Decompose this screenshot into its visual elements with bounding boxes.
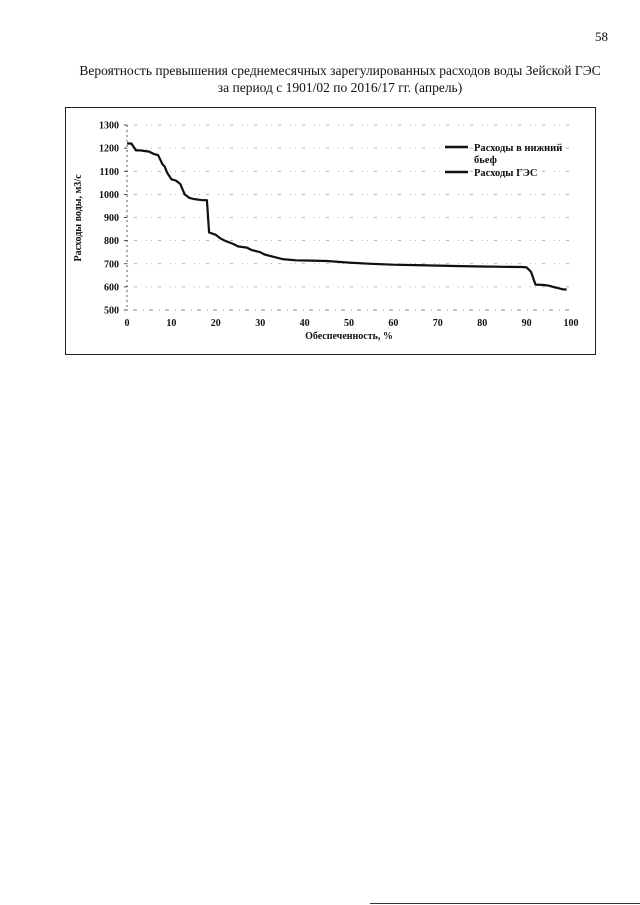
x-tick-label: 10 — [166, 318, 177, 329]
y-axis-label: Расходы воды, м3/с — [73, 174, 84, 262]
y-tick-label: 700 — [104, 259, 119, 271]
y-tick-label: 800 — [104, 236, 119, 248]
chart-title-line1: Вероятность превышения среднемесячных зарегулированных расходов воды Зейской ГЭС — [79, 63, 601, 78]
y-tick-label: 900 — [104, 213, 119, 224]
x-tick-label: 60 — [388, 318, 399, 329]
x-tick-label: 50 — [344, 318, 354, 329]
legend — [445, 143, 562, 179]
y-tick-label: 1200 — [99, 143, 119, 155]
x-tick-label: 0 — [124, 318, 130, 329]
x-tick-label: 70 — [432, 318, 443, 329]
page-bottom-rule — [370, 903, 640, 904]
y-tick-labels — [99, 121, 119, 317]
x-tick-label: 80 — [477, 318, 488, 329]
y-tick-label: 600 — [104, 282, 119, 294]
x-tick-label: 40 — [299, 318, 310, 329]
y-tick-label: 1000 — [99, 189, 119, 201]
chart-title-line2: за период с 1901/02 по 2016/17 гг. (апрель) — [217, 80, 463, 95]
x-axis-label: Обеспеченность, % — [305, 331, 393, 342]
x-tick-labels — [125, 318, 579, 329]
series-line-lower-pool — [127, 144, 567, 290]
y-tick-label: 1100 — [99, 166, 119, 178]
legend-label-lower-pool-line2: бьеф — [474, 155, 497, 166]
x-tick-label: 100 — [563, 318, 579, 329]
legend-label-hpp: Расходы ГЭС — [474, 168, 538, 179]
series-group — [127, 144, 567, 290]
y-tick-label: 500 — [104, 305, 119, 317]
y-tick-label: 1300 — [99, 120, 119, 132]
x-tick-label: 90 — [521, 318, 532, 329]
x-tick-label: 30 — [255, 318, 266, 329]
legend-label-lower-pool-line1: Расходы в нижний — [474, 143, 563, 154]
x-tick-label: 20 — [210, 318, 221, 329]
page-number: 58 — [595, 29, 608, 44]
